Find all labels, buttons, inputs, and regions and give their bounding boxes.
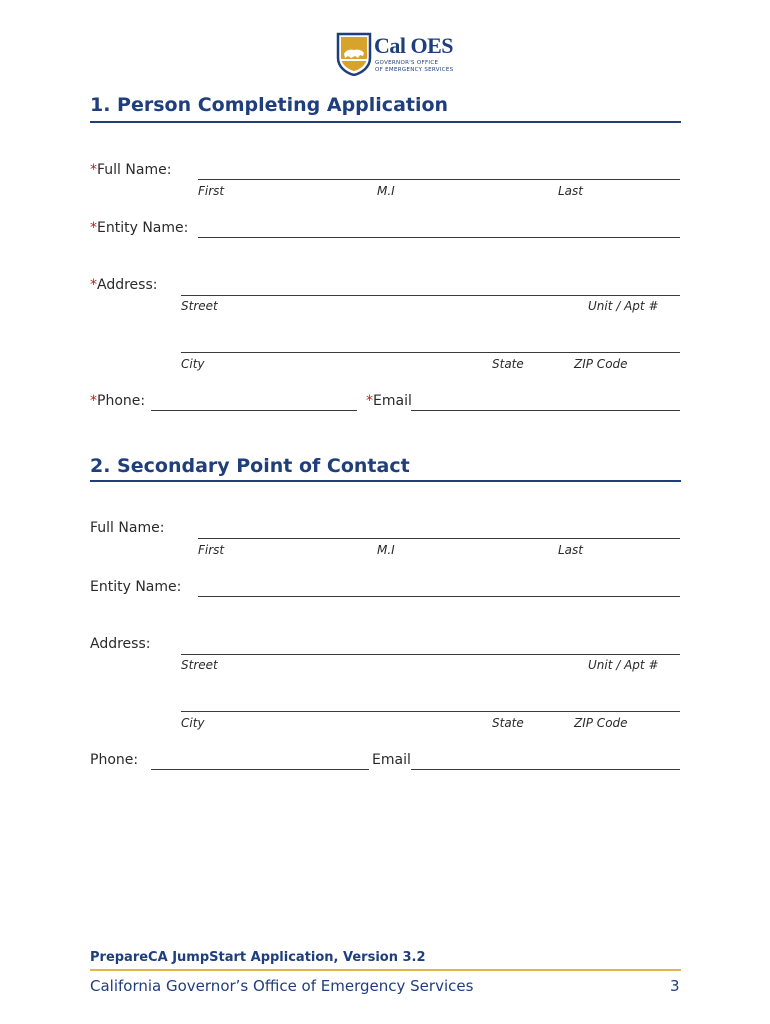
phone-field[interactable] <box>151 410 357 411</box>
logo-subtitle-line1: GOVERNOR'S OFFICE <box>375 60 439 66</box>
secondary-email-field[interactable] <box>411 769 680 770</box>
secondary-city-state-zip-field[interactable] <box>181 711 680 712</box>
section-2-rule <box>90 480 681 482</box>
street-field[interactable] <box>181 295 680 296</box>
secondary-entity-field[interactable] <box>198 596 680 597</box>
secondary-entity-label: Entity Name: <box>90 579 182 595</box>
section-1-rule <box>90 121 681 123</box>
secondary-full-name-label: Full Name: <box>90 520 165 536</box>
secondary-city-caption: City <box>181 716 205 730</box>
email-label: *Email <box>366 393 412 409</box>
full-name-field[interactable] <box>198 179 680 180</box>
email-field[interactable] <box>411 410 680 411</box>
entity-name-field[interactable] <box>198 237 680 238</box>
footer-title: PrepareCA JumpStart Application, Version 3.2 <box>90 950 426 965</box>
address-label: *Address: <box>90 277 158 293</box>
page-number: 3 <box>670 977 680 995</box>
secondary-street-caption: Street <box>181 658 218 672</box>
secondary-first-caption: First <box>198 543 225 557</box>
unit-caption: Unit / Apt # <box>588 299 659 313</box>
secondary-full-name-field[interactable] <box>198 538 680 539</box>
secondary-address-label: Address: <box>90 636 151 652</box>
secondary-phone-label: Phone: <box>90 752 139 768</box>
secondary-phone-field[interactable] <box>151 769 369 770</box>
secondary-zip-caption: ZIP Code <box>574 716 628 730</box>
middle-initial-caption: M.I <box>377 184 395 198</box>
secondary-last-caption: Last <box>558 543 583 557</box>
footer-organization: California Governor’s Office of Emergency Services <box>90 977 474 995</box>
secondary-unit-caption: Unit / Apt # <box>588 658 659 672</box>
phone-label: *Phone: <box>90 393 146 409</box>
footer-rule <box>90 969 681 971</box>
secondary-state-caption: State <box>492 716 524 730</box>
city-caption: City <box>181 357 205 371</box>
full-name-label: *Full Name: <box>90 162 172 178</box>
first-name-caption: First <box>198 184 225 198</box>
state-caption: State <box>492 357 524 371</box>
logo-subtitle-line2: OF EMERGENCY SERVICES <box>375 67 454 73</box>
logo-wordmark: Cal OES <box>374 33 454 58</box>
section-2-title: 2. Secondary Point of Contact <box>90 455 410 477</box>
zip-caption: ZIP Code <box>574 357 628 371</box>
street-caption: Street <box>181 299 218 313</box>
cal-oes-logo <box>336 32 372 76</box>
section-1-title: 1. Person Completing Application <box>90 94 449 116</box>
entity-name-label: *Entity Name: <box>90 220 189 236</box>
last-name-caption: Last <box>558 184 583 198</box>
secondary-street-field[interactable] <box>181 654 680 655</box>
secondary-email-label: Email <box>372 752 411 768</box>
city-state-zip-field[interactable] <box>181 352 680 353</box>
secondary-mi-caption: M.I <box>377 543 395 557</box>
required-mark: * <box>90 162 97 178</box>
